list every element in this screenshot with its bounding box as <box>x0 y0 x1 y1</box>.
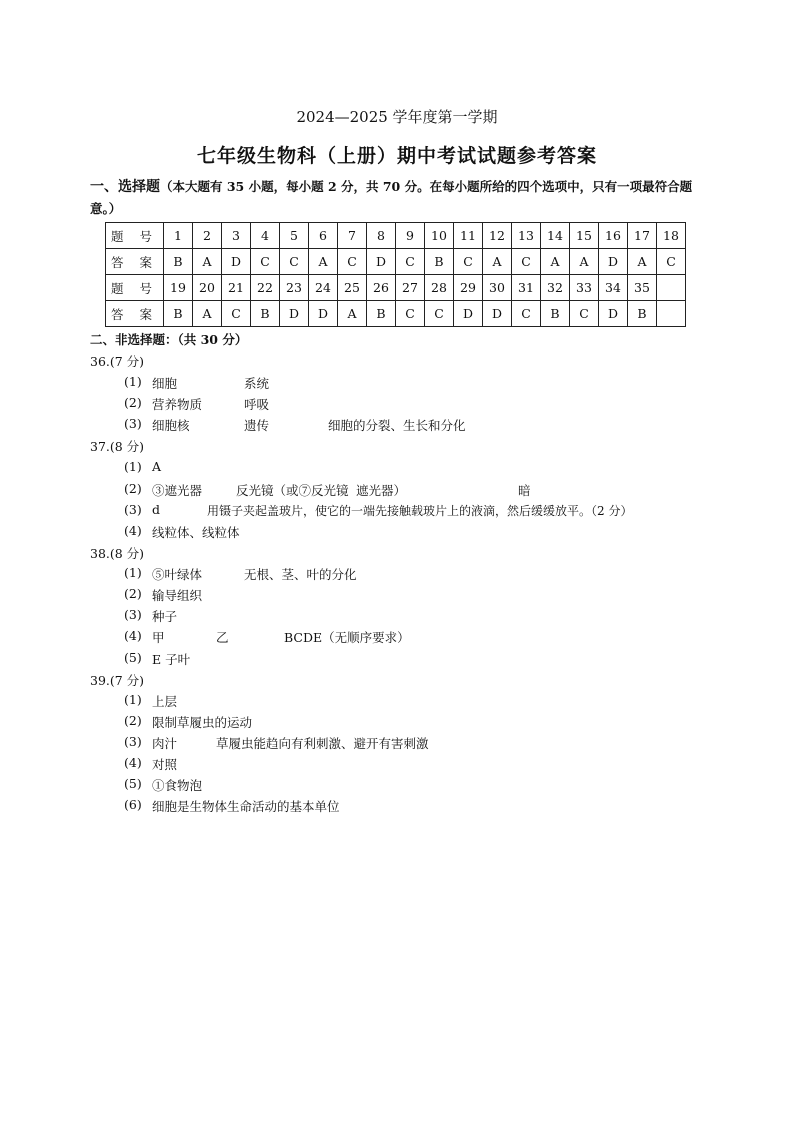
answer-text: E 子叶 <box>152 652 191 667</box>
answer-cell: D <box>483 301 512 327</box>
answer-text: 草履虫能趋向有利刺激、避开有害刺激 <box>216 736 429 751</box>
answer-cell: D <box>280 301 309 327</box>
answer-cell: C <box>657 249 686 275</box>
question-number-cell: 15 <box>570 223 599 249</box>
answer-cell: D <box>309 301 338 327</box>
question-number-cell: 26 <box>367 275 396 301</box>
question-number-cell: 35 <box>628 275 657 301</box>
item-number: (2) <box>124 395 142 410</box>
answer-text: 用镊子夹起盖玻片，使它的一端先接触载玻片上的液滴，然后缓缓放平。（2 分） <box>207 504 633 518</box>
answer-cell: C <box>338 249 367 275</box>
answer-cell: A <box>338 301 367 327</box>
answer-cell: B <box>251 301 280 327</box>
item-number: (1) <box>124 565 142 580</box>
answer-text: 细胞是生物体生命活动的基本单位 <box>152 799 340 814</box>
question-38-title: 38.(8 分) <box>90 546 145 561</box>
question-number-cell: 10 <box>425 223 454 249</box>
answer-cell: C <box>512 301 541 327</box>
answer-cell: D <box>599 301 628 327</box>
answer-cell: C <box>396 249 425 275</box>
question-number-cell: 22 <box>251 275 280 301</box>
answer-cell: A <box>309 249 338 275</box>
question-number-cell: 24 <box>309 275 338 301</box>
answer-cell: D <box>367 249 396 275</box>
answer-text: 细胞的分裂、生长和分化 <box>328 418 466 433</box>
answer-cell: A <box>483 249 512 275</box>
answer-cell: A <box>628 249 657 275</box>
item-number: (3) <box>124 607 142 622</box>
answer-cell: B <box>367 301 396 327</box>
item-number: (2) <box>124 481 142 496</box>
answer-text: d <box>152 502 161 517</box>
question-number-cell: 11 <box>454 223 483 249</box>
answer-cell: B <box>164 249 193 275</box>
answer-text: 细胞 <box>152 376 178 391</box>
answer-text: 暗 <box>518 483 531 498</box>
answer-text: A <box>152 459 162 474</box>
answer-text: 限制草履虫的运动 <box>152 715 253 730</box>
question-number-cell: 32 <box>541 275 570 301</box>
item-number: (1) <box>124 459 142 474</box>
question-number-cell: 4 <box>251 223 280 249</box>
answer-text: 遮光器） <box>356 483 407 498</box>
question-number-cell: 3 <box>222 223 251 249</box>
answer-cell: A <box>570 249 599 275</box>
answer-cell: C <box>512 249 541 275</box>
answer-cell: C <box>251 249 280 275</box>
item-number: (5) <box>124 776 142 791</box>
answer-cell: C <box>396 301 425 327</box>
row-label: 答 案 <box>106 301 164 327</box>
question-number-cell: 34 <box>599 275 628 301</box>
question-number-cell: 16 <box>599 223 628 249</box>
answer-text: 对照 <box>152 757 178 772</box>
answer-text: 乙 <box>216 630 229 645</box>
answer-cell: C <box>280 249 309 275</box>
item-number: (4) <box>124 755 142 770</box>
answer-cell: A <box>193 249 222 275</box>
answer-cell: A <box>541 249 570 275</box>
question-number-cell: 14 <box>541 223 570 249</box>
question-number-cell: 20 <box>193 275 222 301</box>
answer-cell: C <box>454 249 483 275</box>
table-row <box>106 275 686 301</box>
answer-table <box>105 222 686 327</box>
answer-text: 线粒体、线粒体 <box>152 525 240 540</box>
item-number: (3) <box>124 734 142 749</box>
answer-text: 肉汁 <box>152 736 178 751</box>
question-number-cell: 13 <box>512 223 541 249</box>
answer-text: 种子 <box>152 609 178 624</box>
question-number-cell: 25 <box>338 275 367 301</box>
item-number: (3) <box>124 416 142 431</box>
answer-text: 系统 <box>244 376 270 391</box>
question-36-title: 36.(7 分) <box>90 354 145 369</box>
answer-cell: B <box>164 301 193 327</box>
question-number-cell: 9 <box>396 223 425 249</box>
question-number-cell: 7 <box>338 223 367 249</box>
answer-cell: C <box>570 301 599 327</box>
item-number: (4) <box>124 628 142 643</box>
answer-text: 输导组织 <box>152 588 203 603</box>
table-row <box>106 301 686 327</box>
question-number-cell: 19 <box>164 275 193 301</box>
answer-cell: C <box>425 301 454 327</box>
row-label: 题 号 <box>106 275 164 301</box>
answer-text: 呼吸 <box>244 397 270 412</box>
row-label: 题 号 <box>106 223 164 249</box>
item-number: (4) <box>124 523 142 538</box>
answer-text: ①食物泡 <box>152 778 203 793</box>
answer-text: 甲 <box>152 630 165 645</box>
question-number-cell: 6 <box>309 223 338 249</box>
answer-cell: A <box>193 301 222 327</box>
question-number-cell: 33 <box>570 275 599 301</box>
question-number-cell: 30 <box>483 275 512 301</box>
answer-text: 细胞核 <box>152 418 190 433</box>
section-nonchoice-heading: 二、非选择题：（共 30 分） <box>90 332 248 347</box>
question-number-cell: 8 <box>367 223 396 249</box>
item-number: (3) <box>124 502 142 517</box>
question-39-title: 39.(7 分) <box>90 673 145 688</box>
answer-cell <box>657 301 686 327</box>
item-number: (1) <box>124 692 142 707</box>
exam-title: 七年级生物科（上册）期中考试试题参考答案 <box>196 145 597 167</box>
row-label: 答 案 <box>106 249 164 275</box>
section-choice-heading: 一、选择题 <box>90 179 160 195</box>
item-number: (2) <box>124 713 142 728</box>
answer-cell: C <box>222 301 251 327</box>
answer-cell: B <box>541 301 570 327</box>
answer-text: ⑤叶绿体 <box>152 567 203 582</box>
question-number-cell: 27 <box>396 275 425 301</box>
question-number-cell: 1 <box>164 223 193 249</box>
question-number-cell: 2 <box>193 223 222 249</box>
question-number-cell: 31 <box>512 275 541 301</box>
table-row <box>106 223 686 249</box>
question-number-cell: 23 <box>280 275 309 301</box>
item-number: (2) <box>124 586 142 601</box>
answer-cell: D <box>222 249 251 275</box>
question-number-cell: 18 <box>657 223 686 249</box>
item-number: (1) <box>124 374 142 389</box>
question-37-title: 37.(8 分) <box>90 439 145 454</box>
answer-text: 无根、茎、叶的分化 <box>244 567 357 582</box>
section-choice-instructions: （本大题有 35 小题，每小题 2 分，共 70 分。在每小题所给的四个选项中，只有一项最符合题意。） <box>90 179 693 216</box>
answer-text: 遗传 <box>244 418 270 433</box>
answer-text: 反光镜（或⑦反光镜 <box>236 483 349 498</box>
question-number-cell: 28 <box>425 275 454 301</box>
question-number-cell: 12 <box>483 223 512 249</box>
question-number-cell: 17 <box>628 223 657 249</box>
table-row <box>106 249 686 275</box>
answer-cell: B <box>628 301 657 327</box>
answer-text: BCDE（无顺序要求） <box>284 630 410 645</box>
answer-cell: B <box>425 249 454 275</box>
section-choice-header <box>90 176 710 219</box>
item-number: (6) <box>124 797 142 812</box>
item-number: (5) <box>124 650 142 665</box>
question-number-cell <box>657 275 686 301</box>
question-number-cell: 5 <box>280 223 309 249</box>
answer-text: 营养物质 <box>152 397 203 412</box>
answer-text: 上层 <box>152 694 178 709</box>
answer-text: ③遮光器 <box>152 483 203 498</box>
semester-title: 2024—2025 学年度第一学期 <box>296 108 498 126</box>
answer-cell: D <box>599 249 628 275</box>
answer-cell: D <box>454 301 483 327</box>
question-number-cell: 29 <box>454 275 483 301</box>
question-number-cell: 21 <box>222 275 251 301</box>
